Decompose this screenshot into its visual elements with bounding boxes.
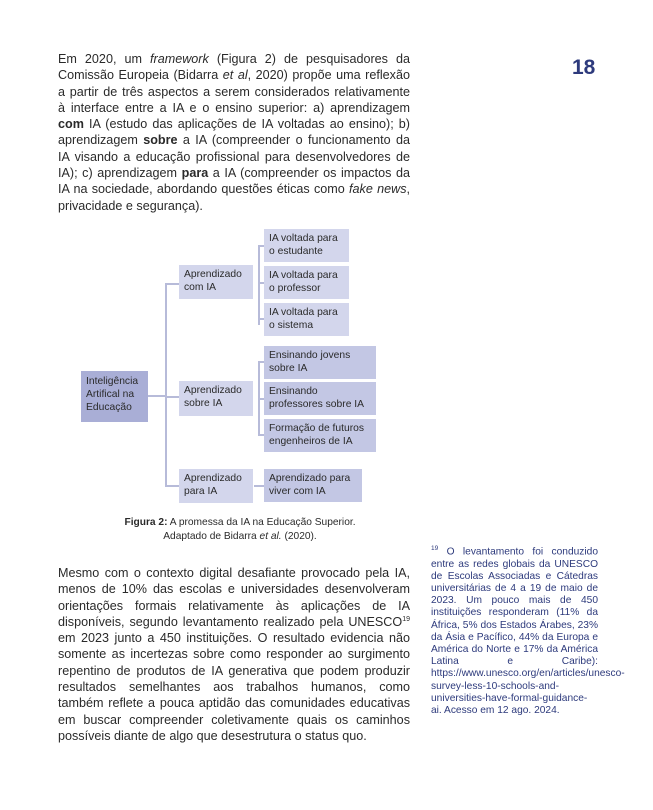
node-leaf-professores: Ensinando professores sobre IA <box>264 382 376 415</box>
paragraph-framework: Em 2020, um framework (Figura 2) de pesquisadores da Comissão Europeia (Bidarra et al, 2020) propõe uma reflexão a partir de três aspectos a serem considerados relativamente à interface entre a IA e o ensino superior: a) aprendizagem com IA (estudo das aplicações de IA voltadas ao ensino); b) aprendizagem sobre a IA (compreender o funcionamento da IA visando a educação profissional para desenvolvedores de IA); c) aprendizagem para a IA (compreender os impactos da IA na sociedade, abordando questões éticas como fake news, privacidade e segurança). <box>58 52 411 213</box>
node-branch-sobre: Aprendizado sobre IA <box>179 381 253 416</box>
connector-branch-1 <box>165 283 179 285</box>
node-leaf-estudante: IA voltada para o estudante <box>264 229 349 262</box>
node-leaf-jovens: Ensinando jovens sobre IA <box>264 346 376 379</box>
page-number: 18 <box>572 56 596 79</box>
connector-trunk <box>165 283 167 486</box>
footnote: $^{19}$ O levantamento foi conduzido entre as redes globais da UNESCO de Escolas Associadas e Cátedras universitárias de 4 a 19 de maio de 2023. Um pouco mais de 450 instituições responderam (11% da África, 5% dos Estados Árabes, 23% da Ásia e Pacífico, 44% da Europa e América do Norte e 17% da América Latina e Caribe): https://www.unesco.org/en/articles/unesco-survey-less-10-schools-and-universities-have-formal-guidance-ai. Acesso em 12 ago. 2024. <box>431 545 625 717</box>
connector-leaf-3a <box>254 485 264 487</box>
node-leaf-engenheiros: Formação de futuros engenheiros de IA <box>264 419 376 452</box>
connector-branch-3 <box>165 485 179 487</box>
connector-root <box>148 395 166 397</box>
figure-caption: Figura 2: A promessa da IA na Educação Superior. Adaptado de Bidarra et al. (2020). <box>124 517 356 542</box>
node-branch-com: Aprendizado com IA <box>179 265 253 299</box>
node-leaf-sistema: IA voltada para o sistema <box>264 303 349 336</box>
paragraph-unesco: Mesmo com o contexto digital desafiante provocado pela IA, menos de 10% das escolas e universidades desenvolveram orientações formais relativamente às aplicações de IA disponíveis, segundo levantamento realizado pela UNESCO$^{19}$ em 2023 junto a 450 instituições. O resultado evidencia não somente as incertezas sobre como responder ao surgimento repentino de produtos de IA generativa que podem produzir resultados semelhantes aos trabalhos humanos, como também reflete a pouca aptidão das comunidades educativas em buscar compreender coletivamente quais os caminhos possíveis diante de algo que desestrutura o status quo. <box>58 566 410 743</box>
connector-branch-2 <box>165 396 179 398</box>
footnote-reference: 19 <box>402 615 410 623</box>
node-leaf-professor: IA voltada para o professor <box>264 266 349 299</box>
node-leaf-viver: Aprendizado para viver com IA <box>264 469 362 502</box>
connector-leaves-1 <box>258 245 260 325</box>
node-branch-para: Aprendizado para IA <box>179 469 253 503</box>
node-root: Inteligência Artifical na Educação <box>81 371 148 422</box>
